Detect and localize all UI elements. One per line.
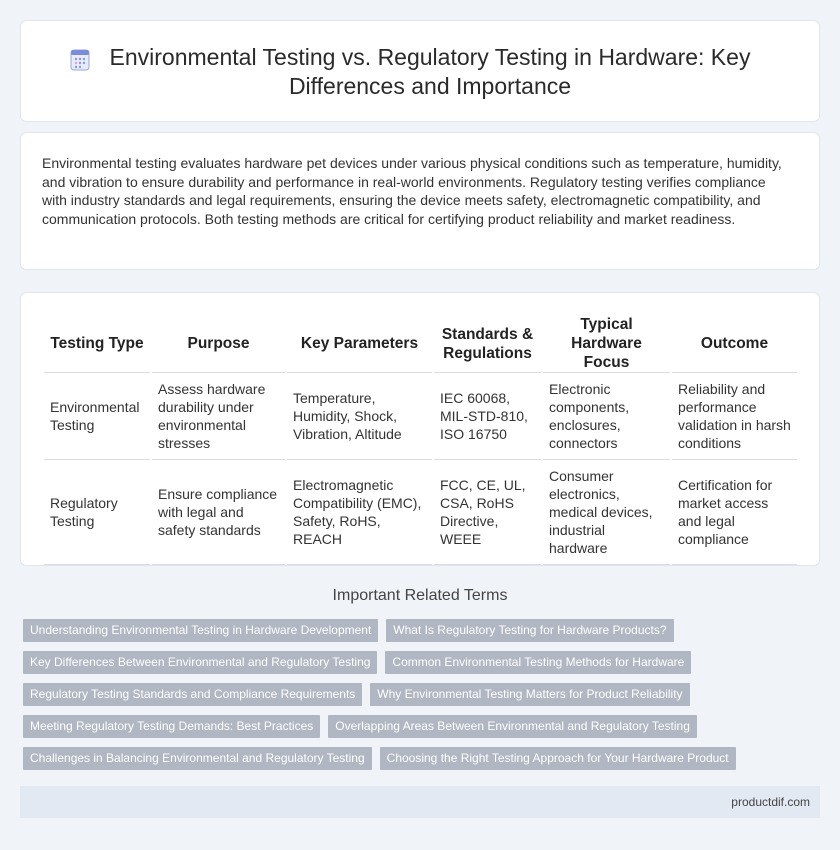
comparison-table — [42, 315, 799, 565]
table-cell: IEC 60068, MIL-STD-810, ISO 16750 — [434, 373, 541, 460]
related-term-link[interactable]: Challenges in Balancing Environmental and Regulatory Testing — [23, 747, 372, 770]
table-row — [44, 373, 797, 460]
table-cell: Reliability and performance validation in harsh conditions — [672, 373, 797, 460]
table-cell: Electromagnetic Compatibility (EMC), Safety, RoHS, REACH — [287, 460, 432, 565]
related-term-link[interactable]: Overlapping Areas Between Environmental and Regulatory Testing — [328, 715, 697, 738]
related-terms-list — [23, 619, 813, 779]
column-header: Purpose — [152, 315, 285, 373]
related-term-link[interactable]: Why Environmental Testing Matters for Product Reliability — [370, 683, 689, 706]
table-cell: Ensure compliance with legal and safety standards — [152, 460, 285, 565]
table-cell: Regulatory Testing — [44, 460, 150, 565]
intro-card — [20, 132, 820, 270]
related-term-link[interactable]: Key Differences Between Environmental and Regulatory Testing — [23, 651, 377, 674]
column-header: Typical Hardware Focus — [543, 315, 670, 373]
column-header: Key Parameters — [287, 315, 432, 373]
related-term-link[interactable]: Choosing the Right Testing Approach for Your Hardware Product — [380, 747, 736, 770]
table-cell: Electronic components, enclosures, connectors — [543, 373, 670, 460]
related-term-link[interactable]: Understanding Environmental Testing in Hardware Development — [23, 619, 378, 642]
column-header: Standards & Regulations — [434, 315, 541, 373]
table-cell: Temperature, Humidity, Shock, Vibration, Altitude — [287, 373, 432, 460]
site-link[interactable]: productdif.com — [731, 795, 810, 809]
column-header: Testing Type — [44, 315, 150, 373]
footer-bar — [20, 786, 820, 818]
related-terms-heading: Important Related Terms — [332, 587, 508, 604]
related-term-link[interactable]: Meeting Regulatory Testing Demands: Best Practices — [23, 715, 320, 738]
table-row — [44, 460, 797, 565]
column-header: Outcome — [672, 315, 797, 373]
table-header-row — [44, 315, 797, 373]
comparison-table-card — [20, 292, 820, 566]
related-term-link[interactable]: What Is Regulatory Testing for Hardware Products? — [386, 619, 673, 642]
table-cell: Assess hardware durability under environmental stresses — [152, 373, 285, 460]
table-cell: Environmental Testing — [44, 373, 150, 460]
related-term-link[interactable]: Common Environmental Testing Methods for Hardware — [385, 651, 691, 674]
intro-paragraph: Environmental testing evaluates hardware pet devices under various physical conditions such as temperature, humidity, and vibration to ensure durability and performance in real-world environments. Regulatory testing verifies compliance with industry standards and legal requirements, ensuring the device meets safety, electromagnetic compatibility, and communication protocols. Both testing methods are critical for certifying product reliability and market readiness. — [42, 155, 782, 227]
header-card — [20, 20, 820, 122]
table-cell: Consumer electronics, medical devices, industrial hardware — [543, 460, 670, 565]
page-title: Environmental Testing vs. Regulatory Testing in Hardware: Key Differences and Importance — [109, 44, 751, 99]
related-term-link[interactable]: Regulatory Testing Standards and Compliance Requirements — [23, 683, 362, 706]
table-cell: Certification for market access and legal compliance — [672, 460, 797, 565]
table-cell: FCC, CE, UL, CSA, RoHS Directive, WEEE — [434, 460, 541, 565]
